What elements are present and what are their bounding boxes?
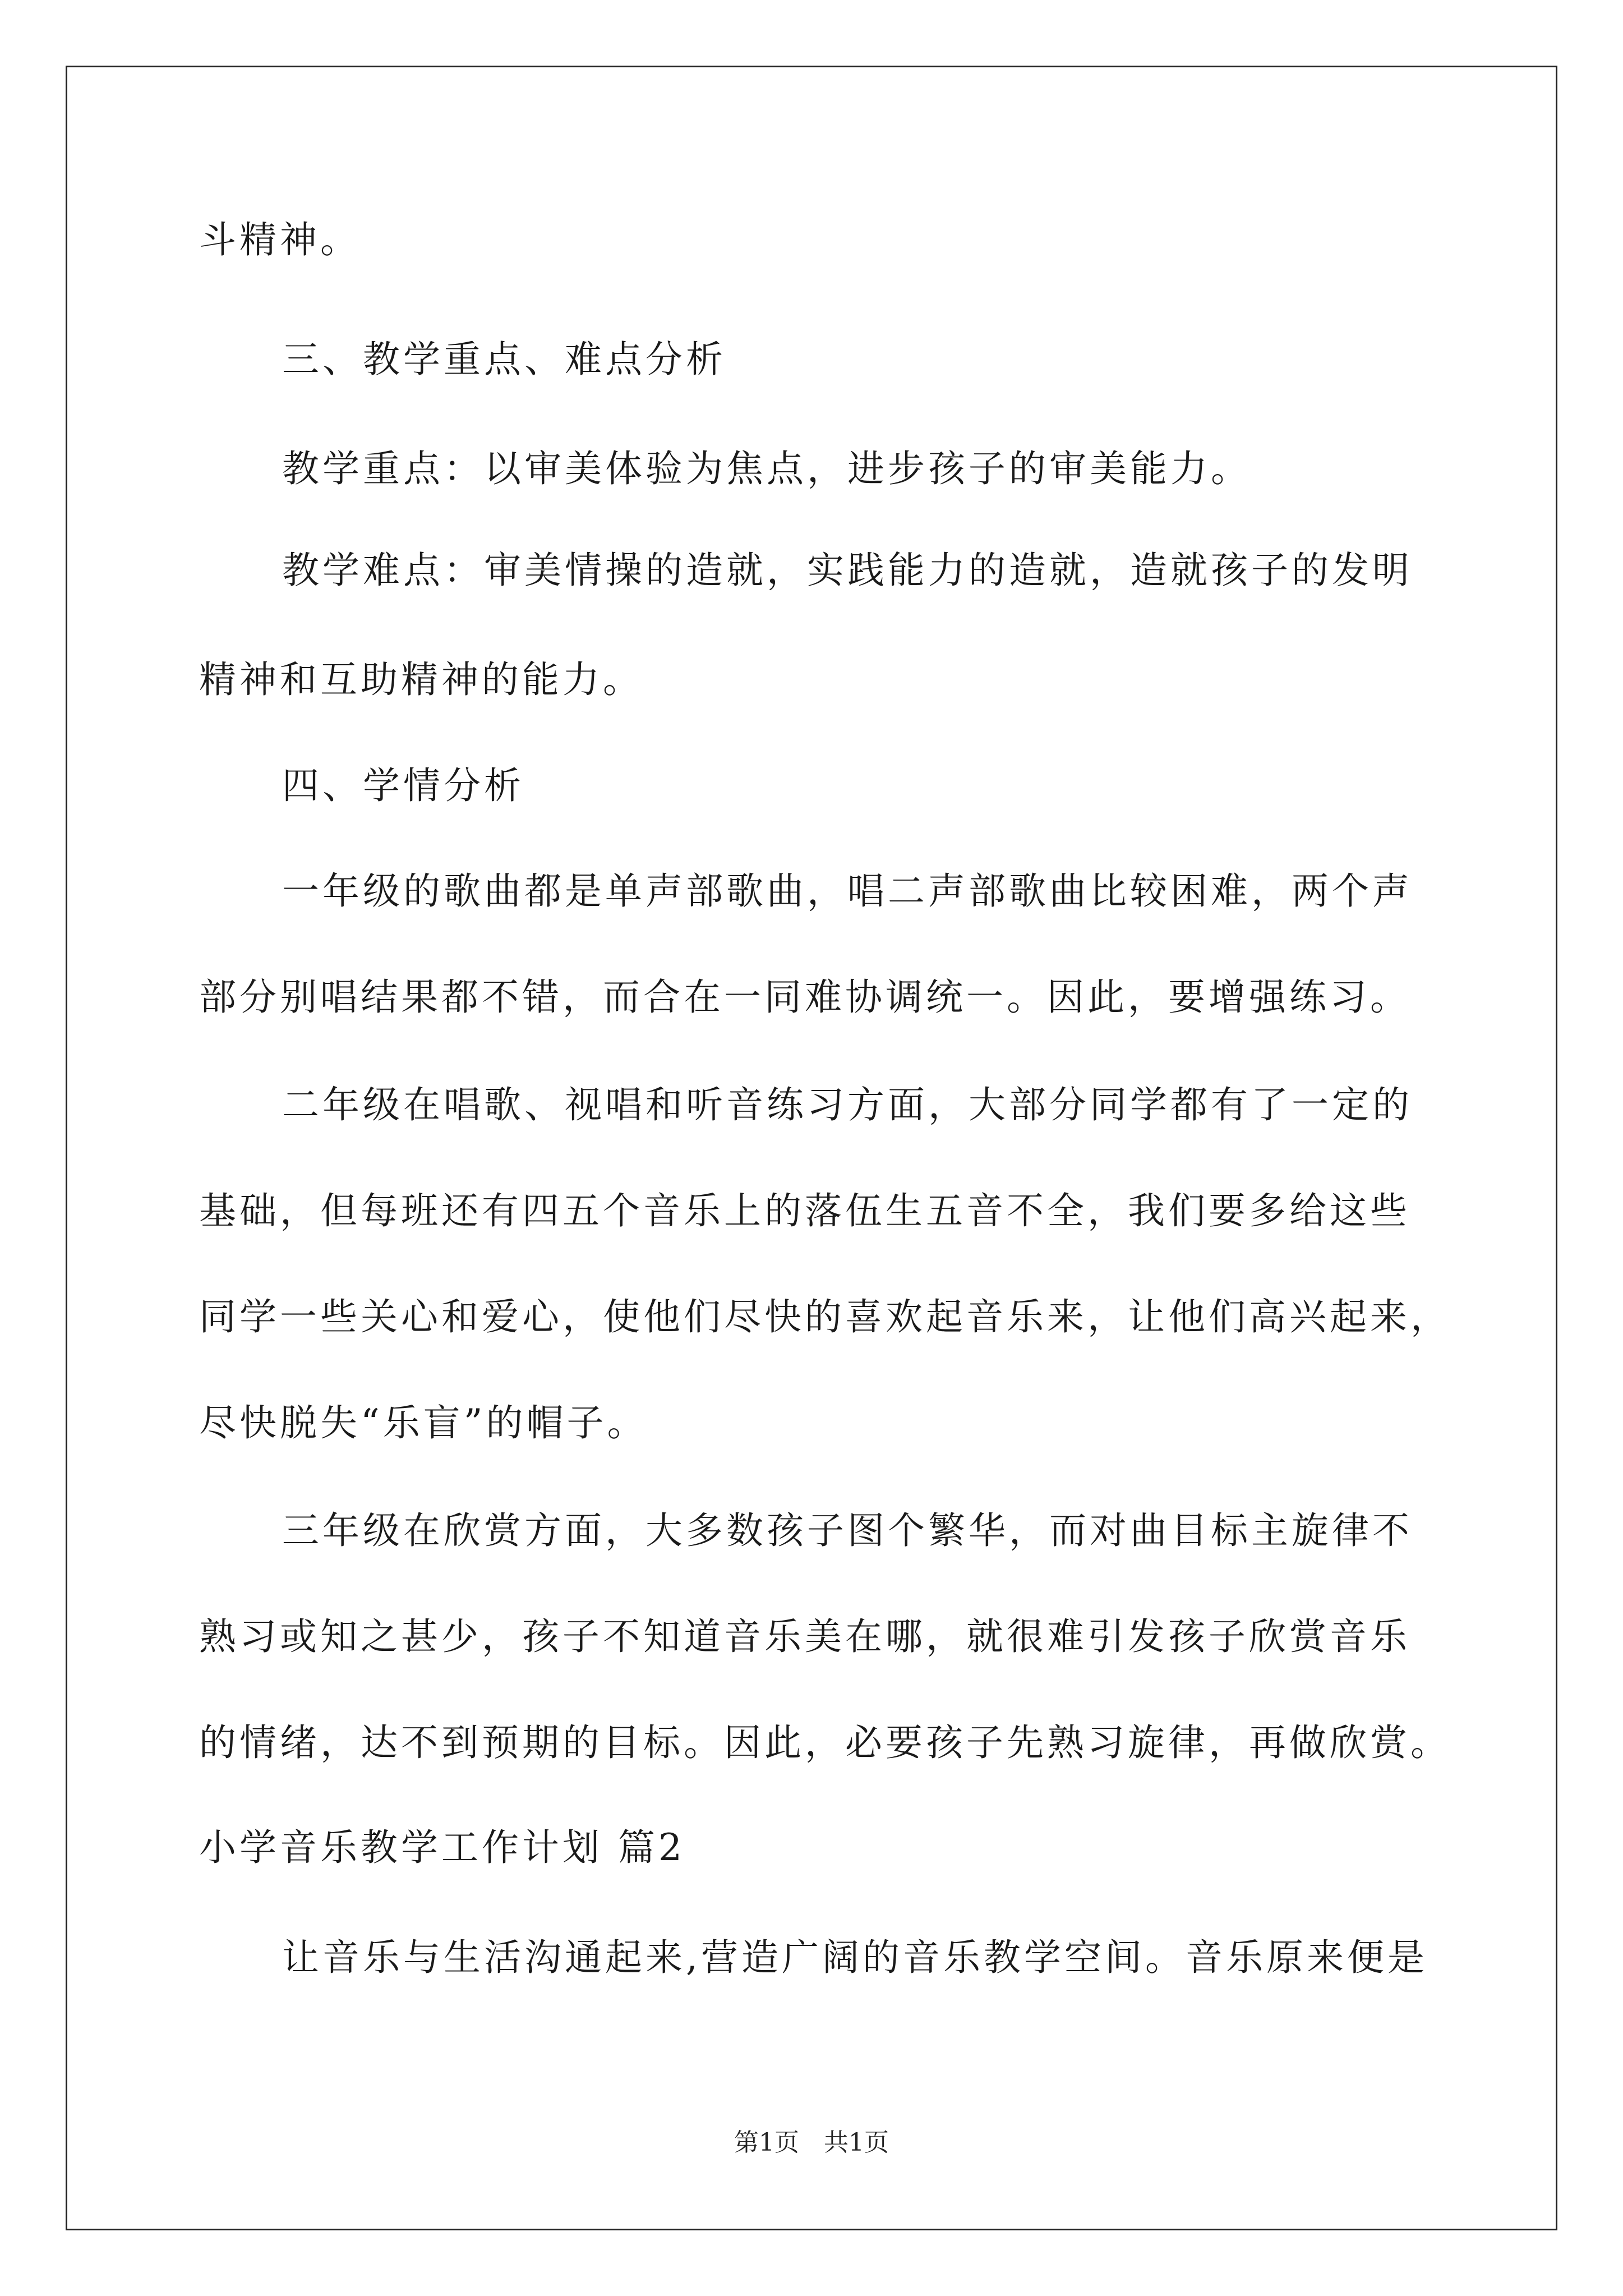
text-line: 让音乐与生活沟通起来,营造广阔的音乐教学空间。音乐原来便是 (282, 1936, 1428, 1979)
text-line: 三年级在欣赏方面，大多数孩子图个繁华，而对曲目标主旋律不 (282, 1509, 1413, 1552)
text-line: 教学重点：以审美体验为焦点，进步孩子的审美能力。 (282, 447, 1251, 490)
text-line: 部分别唱结果都不错，而合在一同难协调统一。因此，要增强练习。 (199, 976, 1410, 1019)
section-heading: 三、教学重点、难点分析 (282, 338, 726, 381)
text-line: 同学一些关心和爱心，使他们尽快的喜欢起音乐来，让他们高兴起来， (199, 1295, 1451, 1338)
section-title: 小学音乐教学工作计划 篇2 (199, 1826, 685, 1869)
text-line: 斗精神。 (199, 218, 361, 261)
text-line: 基础，但每班还有四五个音乐上的落伍生五音不全，我们要多给这些 (199, 1189, 1410, 1232)
text-line: 教学难点：审美情操的造就，实践能力的造就，造就孩子的发明 (282, 549, 1413, 592)
text-line: 精神和互助精神的能力。 (199, 658, 643, 701)
text-line: 一年级的歌曲都是单声部歌曲，唱二声部歌曲比较困难，两个声 (282, 869, 1413, 913)
text-line: 熟习或知之甚少，孩子不知道音乐美在哪，就很难引发孩子欣赏音乐 (199, 1615, 1410, 1658)
page-border (66, 66, 1557, 2230)
section-heading: 四、学情分析 (282, 764, 524, 807)
text-line: 尽快脱失“乐盲”的帽子。 (199, 1401, 648, 1444)
page-footer: 第1页 共1页 (734, 2128, 889, 2157)
text-line: 的情绪，达不到预期的目标。因此，必要孩子先熟习旋律，再做欣赏。 (199, 1721, 1451, 1764)
text-line: 二年级在唱歌、视唱和听音练习方面，大部分同学都有了一定的 (282, 1083, 1413, 1126)
